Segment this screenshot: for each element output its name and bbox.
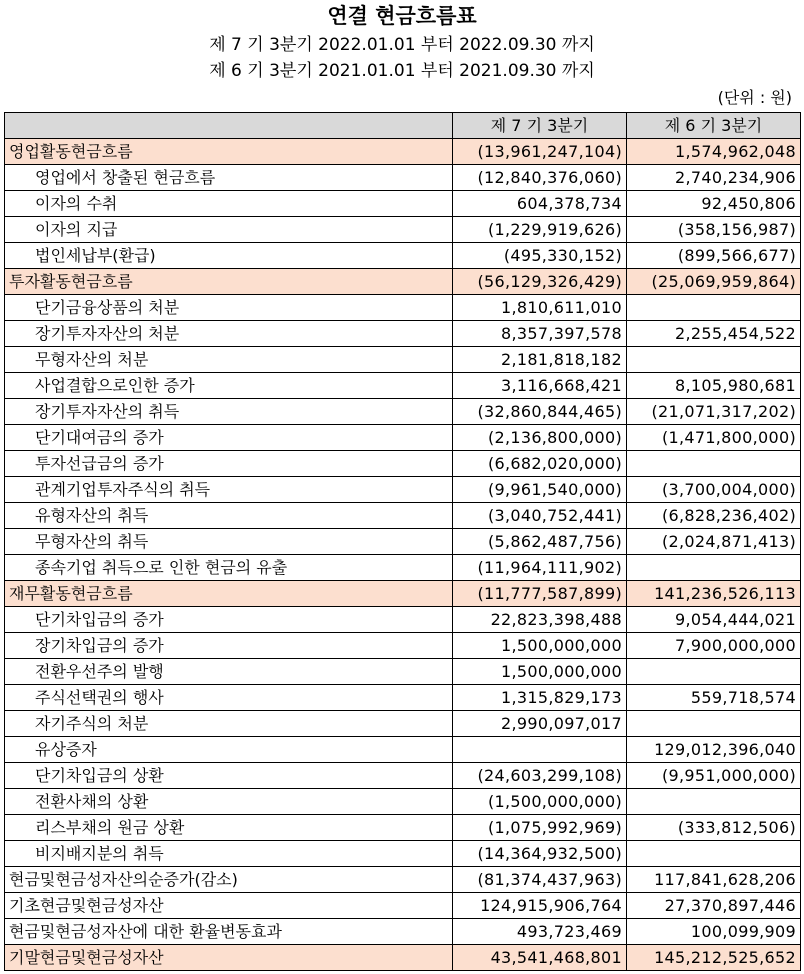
table-row	[5, 373, 801, 399]
row-prior-value: 2,255,454,522	[627, 321, 801, 347]
table-row	[5, 581, 801, 607]
row-label: 기초현금및현금성자산	[5, 893, 453, 919]
row-prior-value: 7,900,000,000	[627, 633, 801, 659]
document-title: 연결 현금흐름표	[327, 4, 477, 28]
row-current-value: (6,682,020,000)	[453, 451, 627, 477]
table-row	[5, 763, 801, 789]
row-label: 장기투자자산의 취득	[5, 399, 453, 425]
table-body	[5, 139, 801, 971]
row-prior-value: (25,069,959,864)	[627, 269, 801, 295]
cash-flow-table	[4, 112, 801, 971]
table-row	[5, 789, 801, 815]
row-current-value: (11,964,111,902)	[453, 555, 627, 581]
row-prior-value: 2,740,234,906	[627, 165, 801, 191]
row-current-value: 8,357,397,578	[453, 321, 627, 347]
row-prior-value	[627, 555, 801, 581]
row-prior-value: 141,236,526,113	[627, 581, 801, 607]
table-row	[5, 607, 801, 633]
row-label: 현금및현금성자산에 대한 환율변동효과	[5, 919, 453, 945]
row-current-value: 2,990,097,017	[453, 711, 627, 737]
unit-note: (단위 : 원)	[717, 88, 792, 107]
row-current-value: 22,823,398,488	[453, 607, 627, 633]
row-label: 단기차입금의 상환	[5, 763, 453, 789]
table-row	[5, 633, 801, 659]
row-current-value: 1,315,829,173	[453, 685, 627, 711]
header-current-period: 제 7 기 3분기	[453, 113, 627, 139]
row-current-value: 43,541,468,801	[453, 945, 627, 971]
row-label: 자기주식의 처분	[5, 711, 453, 737]
row-current-value: (3,040,752,441)	[453, 503, 627, 529]
row-prior-value: 1,574,962,048	[627, 139, 801, 165]
row-label: 무형자산의 취득	[5, 529, 453, 555]
row-prior-value: 559,718,574	[627, 685, 801, 711]
row-label: 유형자산의 취득	[5, 503, 453, 529]
row-current-value: (14,364,932,500)	[453, 841, 627, 867]
row-current-value: (1,229,919,626)	[453, 217, 627, 243]
row-current-value: 493,723,469	[453, 919, 627, 945]
row-label: 기말현금및현금성자산	[5, 945, 453, 971]
row-label: 단기금융상품의 처분	[5, 295, 453, 321]
row-prior-value: (899,566,677)	[627, 243, 801, 269]
row-prior-value	[627, 789, 801, 815]
row-current-value: (56,129,326,429)	[453, 269, 627, 295]
row-prior-value: 145,212,525,652	[627, 945, 801, 971]
row-prior-value: (1,471,800,000)	[627, 425, 801, 451]
row-prior-value: (9,951,000,000)	[627, 763, 801, 789]
row-current-value: (24,603,299,108)	[453, 763, 627, 789]
row-prior-value	[627, 295, 801, 321]
table-row	[5, 191, 801, 217]
table-row	[5, 321, 801, 347]
table-row	[5, 841, 801, 867]
row-current-value: 2,181,818,182	[453, 347, 627, 373]
table-row	[5, 425, 801, 451]
row-label: 단기차입금의 증가	[5, 607, 453, 633]
row-current-value: (11,777,587,899)	[453, 581, 627, 607]
row-prior-value: 9,054,444,021	[627, 607, 801, 633]
row-label: 재무활동현금흐름	[5, 581, 453, 607]
row-label: 무형자산의 처분	[5, 347, 453, 373]
row-label: 전환사채의 상환	[5, 789, 453, 815]
row-current-value: (5,862,487,756)	[453, 529, 627, 555]
row-label: 관계기업투자주식의 취득	[5, 477, 453, 503]
table-row	[5, 919, 801, 945]
row-current-value: 124,915,906,764	[453, 893, 627, 919]
row-current-value: 1,810,611,010	[453, 295, 627, 321]
row-label: 전환우선주의 발행	[5, 659, 453, 685]
row-current-value: (2,136,800,000)	[453, 425, 627, 451]
current-period-line: 제 7 기 3분기 2022.01.01 부터 2022.09.30 까지	[209, 35, 595, 55]
row-current-value: (81,374,437,963)	[453, 867, 627, 893]
row-current-value: (1,075,992,969)	[453, 815, 627, 841]
row-label: 리스부채의 원금 상환	[5, 815, 453, 841]
row-prior-value	[627, 347, 801, 373]
row-prior-value: 8,105,980,681	[627, 373, 801, 399]
row-label: 유상증자	[5, 737, 453, 763]
table-row	[5, 477, 801, 503]
row-prior-value: (2,024,871,413)	[627, 529, 801, 555]
row-prior-value	[627, 659, 801, 685]
table-row	[5, 555, 801, 581]
table-row	[5, 685, 801, 711]
table-row	[5, 945, 801, 971]
table-row	[5, 295, 801, 321]
row-label: 법인세납부(환급)	[5, 243, 453, 269]
table-row	[5, 503, 801, 529]
table-row	[5, 399, 801, 425]
table-row	[5, 659, 801, 685]
row-label: 투자선급금의 증가	[5, 451, 453, 477]
row-label: 이자의 지급	[5, 217, 453, 243]
row-prior-value: 100,099,909	[627, 919, 801, 945]
table-row	[5, 269, 801, 295]
row-prior-value: (358,156,987)	[627, 217, 801, 243]
row-label: 장기차입금의 증가	[5, 633, 453, 659]
table-header-row	[5, 113, 801, 139]
row-prior-value	[627, 841, 801, 867]
table-row	[5, 217, 801, 243]
row-prior-value: 129,012,396,040	[627, 737, 801, 763]
row-current-value	[453, 737, 627, 763]
table-row	[5, 737, 801, 763]
row-current-value: 1,500,000,000	[453, 659, 627, 685]
row-label: 영업활동현금흐름	[5, 139, 453, 165]
row-label: 단기대여금의 증가	[5, 425, 453, 451]
row-label: 비지배지분의 취득	[5, 841, 453, 867]
row-prior-value: (333,812,506)	[627, 815, 801, 841]
row-label: 사업결합으로인한 증가	[5, 373, 453, 399]
row-prior-value: (3,700,004,000)	[627, 477, 801, 503]
table-row	[5, 867, 801, 893]
table-row	[5, 529, 801, 555]
row-current-value: (32,860,844,465)	[453, 399, 627, 425]
table-row	[5, 815, 801, 841]
row-prior-value: 27,370,897,446	[627, 893, 801, 919]
row-label: 장기투자자산의 처분	[5, 321, 453, 347]
row-current-value: (13,961,247,104)	[453, 139, 627, 165]
prior-period-line: 제 6 기 3분기 2021.01.01 부터 2021.09.30 까지	[209, 61, 595, 81]
row-current-value: (495,330,152)	[453, 243, 627, 269]
table-row	[5, 165, 801, 191]
row-label: 투자활동현금흐름	[5, 269, 453, 295]
table-row	[5, 711, 801, 737]
row-current-value: 604,378,734	[453, 191, 627, 217]
row-label: 이자의 수취	[5, 191, 453, 217]
row-current-value: (9,961,540,000)	[453, 477, 627, 503]
table-row	[5, 139, 801, 165]
header-label-cell	[5, 113, 453, 139]
table-row	[5, 893, 801, 919]
table-row	[5, 243, 801, 269]
row-label: 종속기업 취득으로 인한 현금의 유출	[5, 555, 453, 581]
row-current-value: 1,500,000,000	[453, 633, 627, 659]
row-prior-value	[627, 711, 801, 737]
row-label: 주식선택권의 행사	[5, 685, 453, 711]
row-prior-value	[627, 451, 801, 477]
table-row	[5, 347, 801, 373]
header-prior-period: 제 6 기 3분기	[627, 113, 801, 139]
row-prior-value: (21,071,317,202)	[627, 399, 801, 425]
row-label: 영업에서 창출된 현금흐름	[5, 165, 453, 191]
table-row	[5, 451, 801, 477]
row-current-value: (1,500,000,000)	[453, 789, 627, 815]
row-prior-value: 92,450,806	[627, 191, 801, 217]
row-current-value: (12,840,376,060)	[453, 165, 627, 191]
row-label: 현금및현금성자산의순증가(감소)	[5, 867, 453, 893]
row-prior-value: 117,841,628,206	[627, 867, 801, 893]
row-current-value: 3,116,668,421	[453, 373, 627, 399]
row-prior-value: (6,828,236,402)	[627, 503, 801, 529]
